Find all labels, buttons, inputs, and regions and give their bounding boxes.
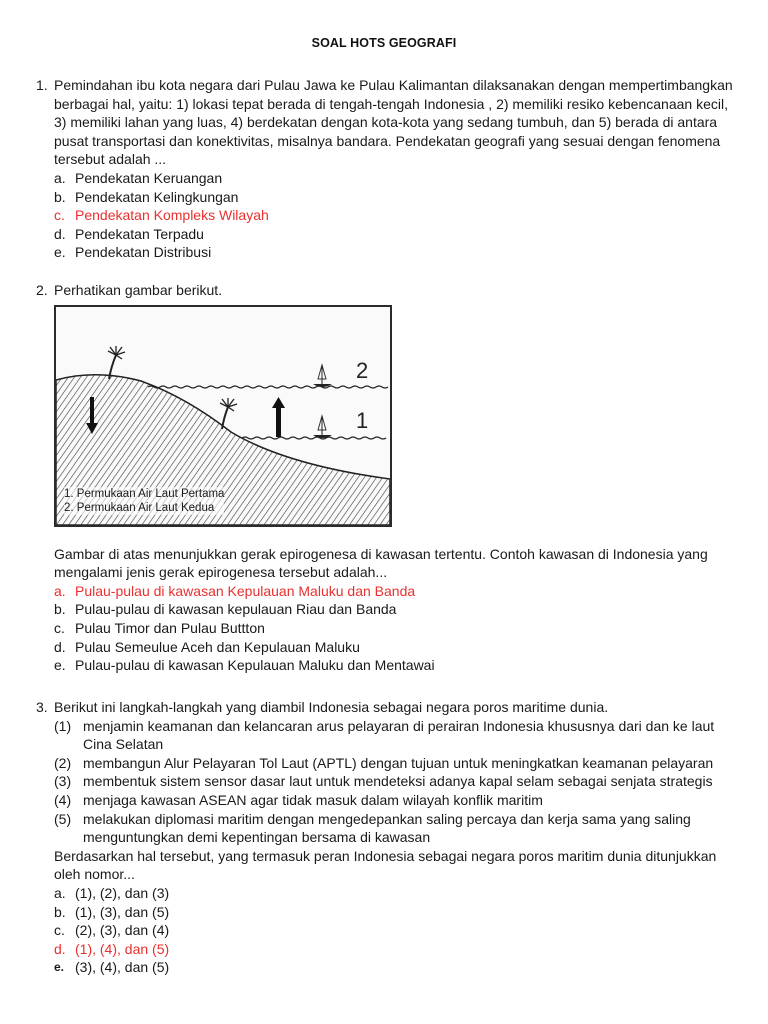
option-a[interactable] [54, 884, 736, 903]
option-a[interactable] [54, 169, 736, 188]
statement-text: menjamin keamanan dan kelancaran arus pelayaran di perairan Indonesia khususnya dari dan ke laut Cina Selatan [83, 717, 715, 753]
option-text: (1), (2), dan (3) [75, 884, 170, 901]
option-label: a. [54, 169, 66, 186]
option-text: Pendekatan Keruangan [75, 169, 223, 186]
statement-text: membangun Alur Pelayaran Tol Laut (APTL) dengan tujuan untuk meningkatkan keamanan pelayaran [83, 754, 714, 771]
question-number: 2. [36, 282, 48, 298]
option-label: b. [54, 601, 66, 618]
question-text: Gambar di atas menunjukkan gerak epirogenesa di kawasan tertentu. Contoh kawasan di Indonesia yang mengalami jenis gerak epirogenesa tersebut adalah... [54, 545, 708, 581]
statement-5 [54, 810, 736, 847]
statement-2 [54, 754, 736, 773]
question-2 [36, 281, 736, 675]
option-c[interactable] [54, 619, 736, 638]
statement-number: (5) [54, 810, 72, 827]
option-text: Pulau Semeulue Aceh dan Kepulauan Maluku [75, 638, 360, 655]
option-d[interactable] [54, 225, 736, 244]
option-text: Pendekatan Kelingkungan [75, 188, 239, 205]
option-c-correct[interactable] [54, 206, 736, 225]
option-text: Pendekatan Kompleks Wilayah [75, 207, 269, 224]
option-text: Pendekatan Distribusi [75, 244, 212, 261]
option-text: Pulau-pulau di kawasan Kepulauan Maluku dan Banda [75, 582, 416, 599]
statement-text: membentuk sistem sensor dasar laut untuk mendeteksi adanya kapal selam sebagai senjata strategis [83, 773, 713, 790]
arrow-up-icon [272, 397, 285, 437]
option-label: a. [54, 884, 66, 901]
statement-text: melakukan diplomasi maritim dengan mengedepankan saling percaya dan kerja sama yang saling menguntungkan demi kepentingan bersama di kawasan [83, 810, 691, 846]
question-number: 1. [36, 77, 48, 93]
option-text: (1), (3), dan (5) [75, 903, 170, 920]
option-b[interactable] [54, 903, 736, 922]
option-text: Pulau Timor dan Pulau Buttton [75, 619, 265, 636]
option-label: c. [54, 619, 65, 636]
legend-item: 1. Permukaan Air Laut Pertama [64, 487, 225, 500]
diagram-legend [64, 487, 224, 515]
epirogenesis-diagram [54, 305, 392, 527]
question-intro: Perhatikan gambar berikut. [54, 282, 223, 298]
option-a-correct[interactable] [54, 582, 736, 601]
option-d-correct[interactable] [54, 940, 736, 959]
document-title: SOAL HOTS GEOGRAFI [311, 36, 457, 50]
statement-3 [54, 772, 736, 791]
option-label: d. [54, 638, 66, 655]
option-text: Pulau-pulau di kawasan kepulauan Riau dan Banda [75, 601, 397, 618]
option-label: a. [54, 582, 66, 599]
option-text: (3), (4), dan (5) [75, 959, 170, 976]
option-text: (1), (4), dan (5) [75, 940, 170, 957]
option-text: Pendekatan Terpadu [75, 225, 204, 242]
question-text: Berdasarkan hal tersebut, yang termasuk peran Indonesia sebagai negara poros maritim dunia ditunjukkan oleh nomor... [54, 847, 717, 883]
option-label: b. [54, 188, 66, 205]
option-label: d. [54, 940, 66, 957]
statement-4 [54, 791, 736, 810]
option-b[interactable] [54, 188, 736, 207]
option-label: e. [54, 657, 66, 674]
option-label: c. [54, 207, 65, 224]
option-c[interactable] [54, 921, 736, 940]
option-label: e. [54, 244, 66, 261]
statement-number: (2) [54, 754, 72, 771]
question-3 [36, 698, 736, 977]
option-text: Pulau-pulau di kawasan Kepulauan Maluku dan Mentawai [75, 657, 435, 674]
statement-1 [54, 717, 736, 754]
option-text: (2), (3), dan (4) [75, 922, 170, 939]
sailboat-icon [313, 365, 332, 387]
option-e[interactable] [54, 656, 736, 675]
sea-level-2-label: 2 [356, 357, 369, 383]
question-text: Pemindahan ibu kota negara dari Pulau Jawa ke Pulau Kalimantan dilaksanakan dengan mempertimbangkan berbagai hal, yaitu: 1) lokasi tepat berada di tengah-tengah Indonesia , 2) memiliki resiko kebencanaan kecil, 3) memiliki lahan yang luas, 4) berdekatan dengan kota-kota yang sedang tumbuh, dan 5) berada di antara pusat transportasi dan konektivitas, misalnya bandara. Pendekatan geografi yang sesuai dengan fenomena tersebut adalah ... [54, 77, 733, 168]
legend-item: 2. Permukaan Air Laut Kedua [64, 501, 215, 514]
option-label: b. [54, 903, 66, 920]
sea-level-1-label: 1 [356, 407, 369, 433]
option-label: d. [54, 225, 66, 242]
statement-text: menjaga kawasan ASEAN agar tidak masuk dalam wilayah konflik maritim [83, 791, 543, 808]
question-number: 3. [36, 699, 48, 715]
sailboat-icon [313, 416, 332, 438]
option-e[interactable] [54, 958, 736, 977]
statement-number: (4) [54, 791, 72, 808]
palm-tree-icon [220, 398, 237, 429]
statement-number: (1) [54, 717, 72, 734]
question-intro: Berikut ini langkah-langkah yang diambil Indonesia sebagai negara poros maritime dunia. [54, 699, 609, 715]
option-e[interactable] [54, 243, 736, 262]
option-label: c. [54, 922, 65, 939]
option-d[interactable] [54, 638, 736, 657]
option-label: e. [54, 960, 65, 975]
statement-number: (3) [54, 773, 72, 790]
question-1 [36, 76, 736, 262]
option-b[interactable] [54, 600, 736, 619]
palm-tree-icon [108, 346, 125, 379]
